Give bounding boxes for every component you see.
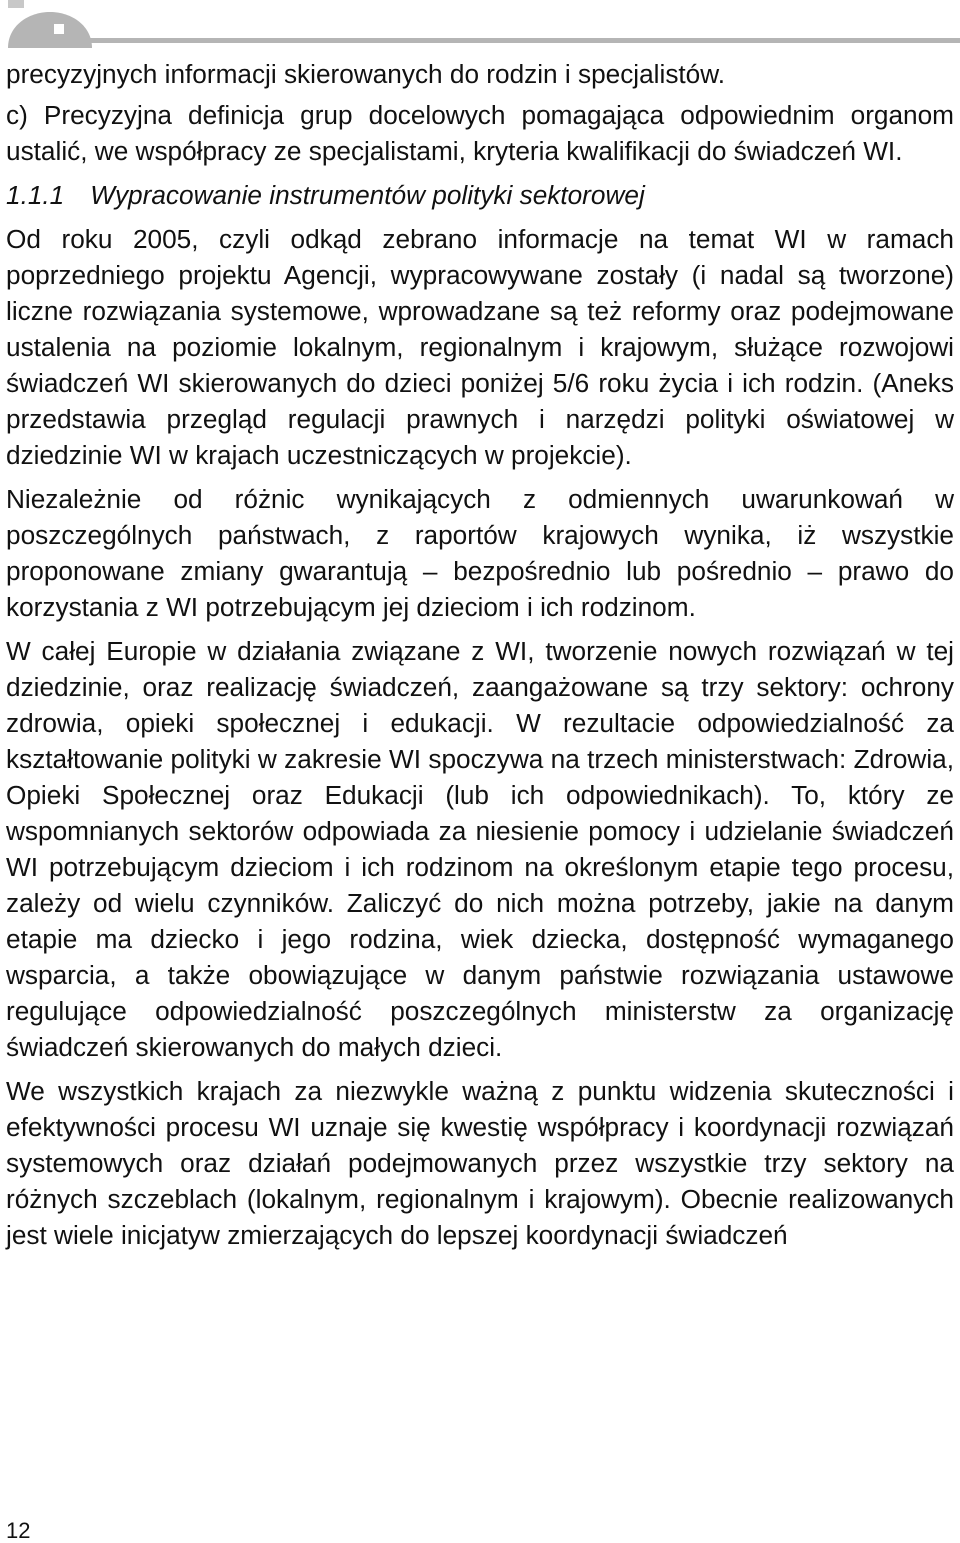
section-number: 1.1.1 xyxy=(6,180,65,210)
continuation-line: precyzyjnych informacji skierowanych do rodzin i specjalistów. xyxy=(6,59,725,89)
page-header xyxy=(0,0,960,48)
section-heading xyxy=(6,177,954,213)
paragraph: Od roku 2005, czyli odkąd zebrano informacje na temat WI w ramach poprzedniego projektu Agencji, wypracowywane zostały (i nadal są tworzone) liczne rozwiązania systemowe, wprowadzane są też reformy oraz podejmowane ustalenia na poziomie lokalnym, regionalnym i krajowym, służące rozwojowi świadczeń WI skierowanych do dzieci poniżej 5/6 roku życia i ich rodzin. (Aneks przedstawia przegląd regulacji prawnych i narzędzi polityki oświatowej w dziedzinie WI w krajach uczestniczących w projekcie). xyxy=(6,224,954,470)
section-title: Wypracowanie instrumentów polityki sektorowej xyxy=(90,180,645,210)
paragraph: W całej Europie w działania związane z WI, tworzenie nowych rozwiązań w tej dziedzinie, oraz realizację świadczeń, zaangażowane są trzy sektory: ochrony zdrowia, opieki społecznej i edukacji. W rezultacie odpowiedzialność za kształtowanie polityki w zakresie WI spoczywa na trzech ministerstwach: Zdrowia, Opieki Społecznej oraz Edukacji (lub ich odpowiednikach). To, który ze wspomnianych sektorów odpowiada za niesienie pomocy i udzielanie świadczeń WI potrzebującym dzieciom i ich rodzinom na określonym etapie tego procesu, zależy od wielu czynników. Zaliczyć do nich można potrzeby, jakie na danym etapie ma dziecko i jego rodzina, wiek dziecka, dostępność wymaganego wsparcia, a także obowiązujące w danym państwie rozwiązania ustawowe regulujące odpowiedzialność poszczególnych ministerstw za organizację świadczeń skierowanych do małych dzieci. xyxy=(6,636,954,1062)
paragraph: Niezależnie od różnic wynikających z odmiennych uwarunkowań w poszczególnych państwach, z raportów krajowych wynika, iż wszystkie proponowane zmiany gwarantują – bezpośrednio lub pośrednio – prawo do korzystania z WI potrzebującym jej dzieciom i ich rodzinom. xyxy=(6,484,954,622)
list-item-c: c) Precyzyjna definicja grup docelowych pomagająca odpowiednim organom ustalić, we współpracy ze specjalistami, kryteria kwalifikacji do świadczeń WI. xyxy=(6,100,954,166)
paragraph: We wszystkich krajach za niezwykle ważną z punktu widzenia skuteczności i efektywności procesu WI uznaje się kwestię współpracy i koordynacji rozwiązań systemowych oraz działań podejmowanych przez wszystkie trzy sektory na różnych szczeblach (lokalnym, regionalnym i krajowym). Obecnie realizowanych jest wiele inicjatyw zmierzających do lepszej koordynacji świadczeń xyxy=(6,1076,954,1250)
page-number: 12 xyxy=(6,1518,31,1543)
agency-logo-icon xyxy=(0,0,960,48)
document-body xyxy=(6,56,954,1261)
